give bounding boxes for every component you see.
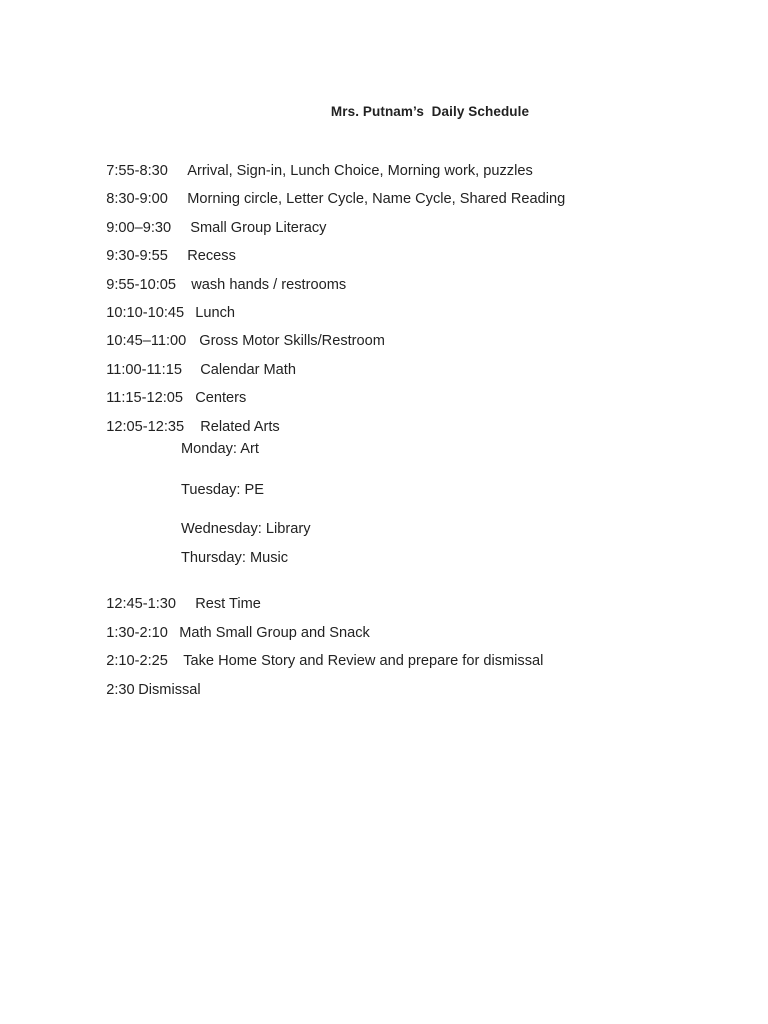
schedule-activity: Calendar Math	[200, 362, 296, 378]
related-arts-item: Thursday: Music	[181, 550, 289, 566]
schedule-activity: Related Arts	[200, 419, 280, 435]
schedule-time: 9:00–9:30	[106, 220, 172, 236]
schedule-activity: Gross Motor Skills/Restroom	[199, 333, 385, 349]
schedule-activity: Math Small Group and Snack	[179, 625, 370, 641]
schedule-activity: Morning circle, Letter Cycle, Name Cycle, Shared Reading	[187, 191, 566, 207]
schedule-time: 11:15-12:05	[106, 390, 184, 406]
schedule-activity: wash hands / restrooms	[191, 277, 347, 293]
schedule-activity: Arrival, Sign-in, Lunch Choice, Morning work, puzzles	[187, 163, 533, 179]
schedule-time: 2:30	[106, 682, 135, 698]
schedule-time: 12:05-12:35	[106, 419, 185, 435]
related-arts-item: Monday: Art	[181, 441, 259, 457]
schedule-activity: Lunch	[195, 305, 235, 321]
schedule-activity: Centers	[195, 390, 247, 406]
schedule-time: 11:00-11:15	[106, 362, 182, 378]
schedule-time: 10:10-10:45	[106, 305, 185, 321]
page-title: Mrs. Putnam’s Daily Schedule	[330, 104, 530, 119]
related-arts-item: Tuesday: PE	[181, 482, 265, 498]
schedule-time: 10:45–11:00	[106, 333, 187, 349]
schedule-time: 1:30-2:10	[106, 625, 168, 641]
schedule-activity: Take Home Story and Review and prepare for dismissal	[183, 653, 544, 669]
schedule-row	[90, 663, 201, 717]
schedule-time: 12:45-1:30	[106, 596, 177, 612]
schedule-activity: Small Group Literacy	[190, 220, 327, 236]
schedule-time: 7:55-8:30	[106, 163, 168, 179]
related-arts-item: Wednesday: Library	[181, 521, 311, 537]
schedule-time: 8:30-9:00	[106, 191, 168, 207]
schedule-activity: Dismissal	[138, 682, 201, 698]
schedule-activity: Rest Time	[195, 596, 261, 612]
schedule-activity: Recess	[187, 248, 236, 264]
schedule-time: 9:55-10:05	[106, 277, 177, 293]
schedule-time: 9:30-9:55	[106, 248, 168, 264]
schedule-time: 2:10-2:25	[106, 653, 168, 669]
